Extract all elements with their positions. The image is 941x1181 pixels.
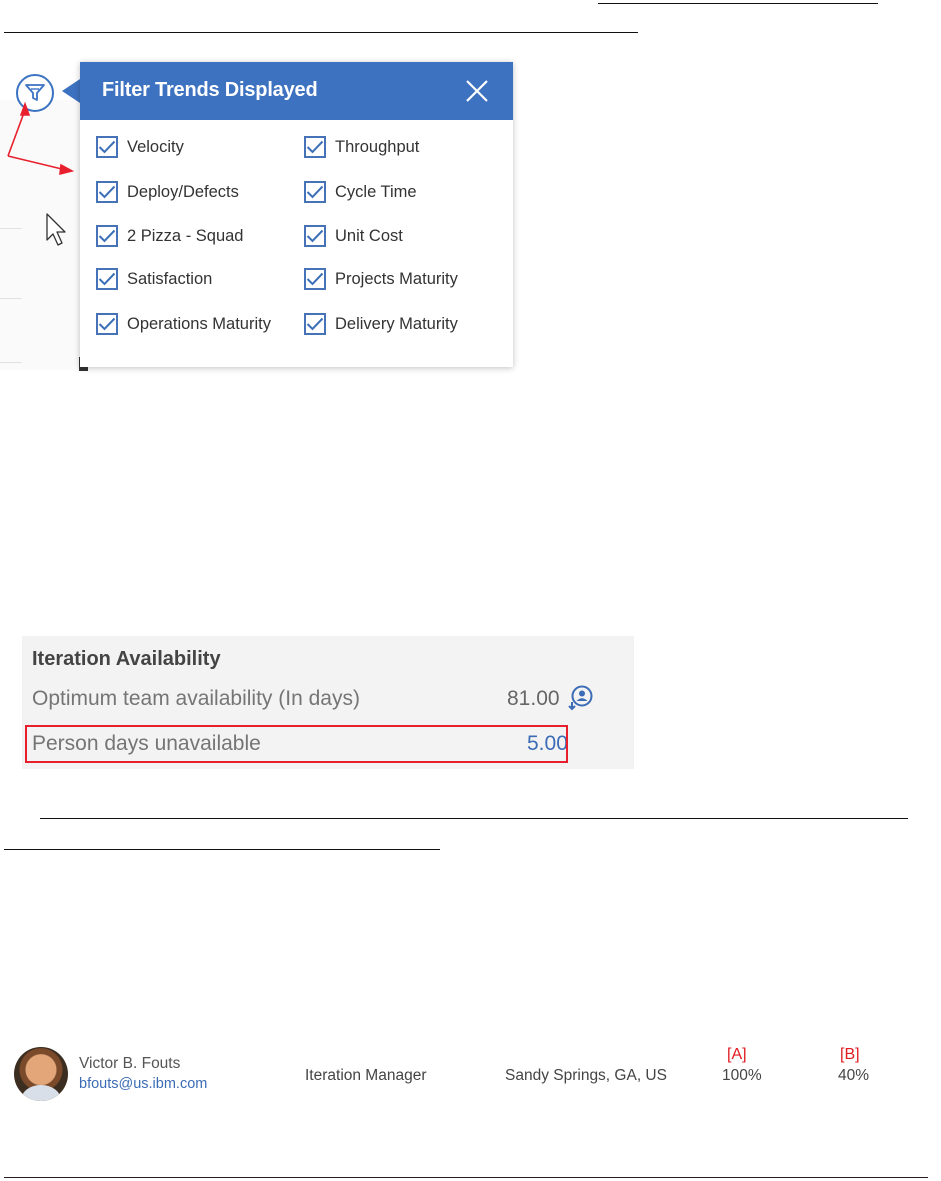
mouse-cursor-icon: [47, 214, 65, 245]
person-role: Iteration Manager: [305, 1067, 427, 1084]
iteration-availability-panel: [22, 636, 634, 769]
red-arrow-icon: [8, 104, 572, 684]
option-label: Throughput: [335, 137, 420, 156]
option-label: Cycle Time: [335, 182, 417, 201]
person-availability-icon[interactable]: [567, 684, 595, 712]
option-label: Satisfaction: [127, 269, 213, 288]
option-label: Velocity: [127, 137, 184, 156]
column-b-value: 40%: [838, 1067, 870, 1084]
popover-title: Filter Trends Displayed: [102, 79, 318, 101]
section-title: Iteration Availability: [32, 648, 221, 670]
person-days-unavailable-label: Person days unavailable: [32, 732, 261, 755]
column-a-value: 100%: [722, 1067, 762, 1084]
option-label: Delivery Maturity: [335, 314, 458, 333]
highlight-box: [25, 725, 568, 763]
optimum-availability-value: 81.00: [507, 687, 560, 710]
option-label: Unit Cost: [335, 226, 403, 245]
person-location: Sandy Springs, GA, US: [505, 1067, 667, 1084]
option-label: 2 Pizza - Squad: [127, 226, 244, 245]
person-email-link[interactable]: bfouts@us.ibm.com: [79, 1076, 208, 1092]
person-days-unavailable-value[interactable]: 5.00: [527, 732, 568, 755]
underline-rule: [40, 818, 908, 819]
underline-rule: [4, 849, 440, 850]
option-label: Projects Maturity: [335, 269, 458, 288]
column-b-tag: [B]: [840, 1046, 860, 1063]
bottom-divider: [4, 1177, 928, 1178]
avatar: [14, 1047, 68, 1101]
optimum-availability-label: Optimum team availability (In days): [32, 687, 360, 710]
person-name: Victor B. Fouts: [79, 1055, 181, 1072]
option-label: Deploy/Defects: [127, 182, 239, 201]
column-a-tag: [A]: [727, 1046, 747, 1063]
option-label: Operations Maturity: [127, 314, 271, 333]
